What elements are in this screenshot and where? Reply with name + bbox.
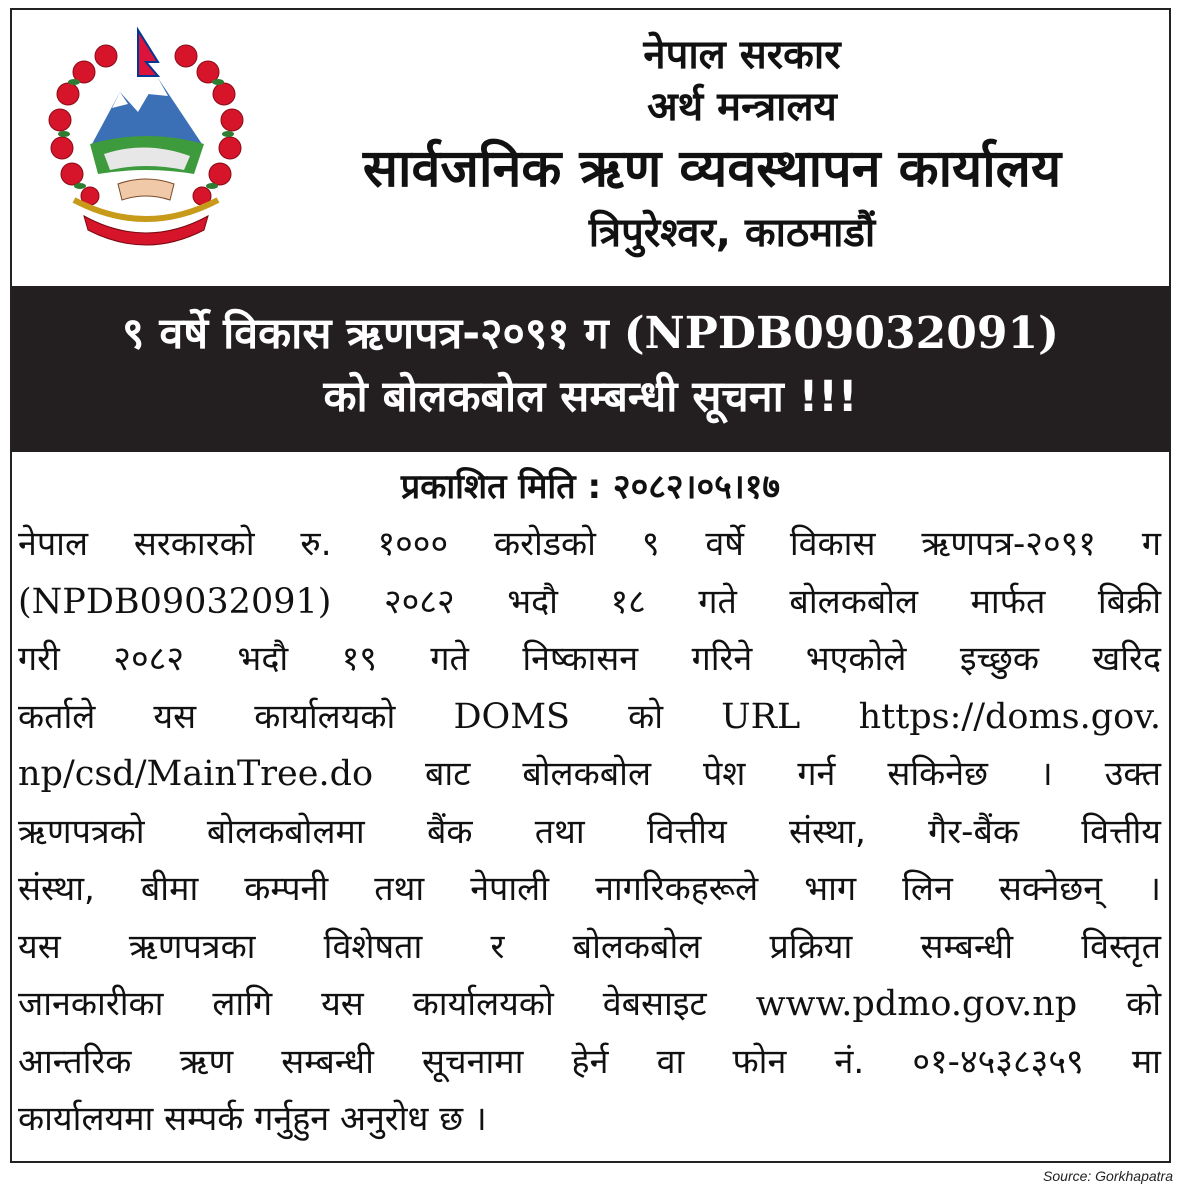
body-text-span: बाट बोलकबोल पेश गर्न सकिनेछ । उक्त <box>373 754 1161 794</box>
doms-url-part2: np/csd/MainTree.do <box>18 754 374 794</box>
banner-bond-name: ९ वर्षे विकास ऋणपत्र-२०९१ ग <box>122 309 624 359</box>
body-line <box>18 976 1161 1034</box>
body-line: गरी २०८२ भदौ १९ गते निष्कासन गरिने भएकोले इच्छुक खरिद <box>18 639 1161 679</box>
body-line <box>18 746 1161 804</box>
body-text-span: २०८२ भदौ १८ गते बोलकबोल मार्फत बिक्री <box>331 581 1161 622</box>
doms-text: DOMS <box>453 696 571 737</box>
body-line <box>18 689 1161 747</box>
header <box>262 30 1162 262</box>
published-date: प्रकाशित मिति : २०८२।०५।१७ <box>400 467 781 507</box>
body-line: यस ऋणपत्रका विशेषता र बोलकबोल प्रक्रिया सम्बन्धी विस्तृत <box>18 926 1161 967</box>
body-line: आन्तरिक ऋण सम्बन्धी सूचनामा हेर्न वा फोन नं. ०१-४५३८३५९ मा <box>18 1041 1161 1082</box>
body-text-span: जानकारीका लागि यस कार्यालयको वेबसाइट <box>18 984 756 1024</box>
body-line <box>18 574 1161 632</box>
doms-url-part1: URL https://doms.gov. <box>721 696 1161 737</box>
body-text-span: को <box>1077 984 1161 1024</box>
notice-title-banner <box>12 286 1169 452</box>
body-line: कार्यालयमा सम्पर्क गर्नुहुन अनुरोध छ । <box>18 1099 487 1139</box>
body-line: ऋणपत्रको बोलकबोलमा बैंक तथा वित्तीय संस्था, गैर-बैंक वित्तीय <box>18 811 1161 852</box>
bond-code: (NPDB09032091) <box>18 581 332 622</box>
office-address: त्रिपुरेश्वर, काठमाडौं <box>588 210 876 256</box>
banner-bond-code: (NPDB09032091) <box>623 308 1059 359</box>
website-url: www.pdmo.gov.np <box>755 984 1078 1024</box>
office-name: सार्वजनिक ऋण व्यवस्थापन कार्यालय <box>362 139 1062 199</box>
nepal-emblem-icon <box>34 24 258 252</box>
source-credit: Source: Gorkhapatra <box>1043 1168 1173 1184</box>
body-line: नेपाल सरकारको रु. १००० करोडको ९ वर्षे विकास ऋणपत्र-२०९१ ग <box>18 524 1161 564</box>
body-line: संस्था, बीमा कम्पनी तथा नेपाली नागरिकहरूले भाग लिन सक्नेछन् । <box>18 869 1161 909</box>
notice <box>10 8 1171 1163</box>
body-text-span: को <box>570 696 722 737</box>
notice-body <box>18 516 1161 1149</box>
body-text-span: कर्ताले यस कार्यालयको <box>18 696 454 737</box>
banner-line-1 <box>12 286 1169 364</box>
government-name: नेपाल सरकार <box>643 32 841 78</box>
ministry-name: अर्थ मन्त्रालय <box>647 84 837 130</box>
banner-line-2: को बोलकबोल सम्बन्धी सूचना !!! <box>323 372 858 422</box>
